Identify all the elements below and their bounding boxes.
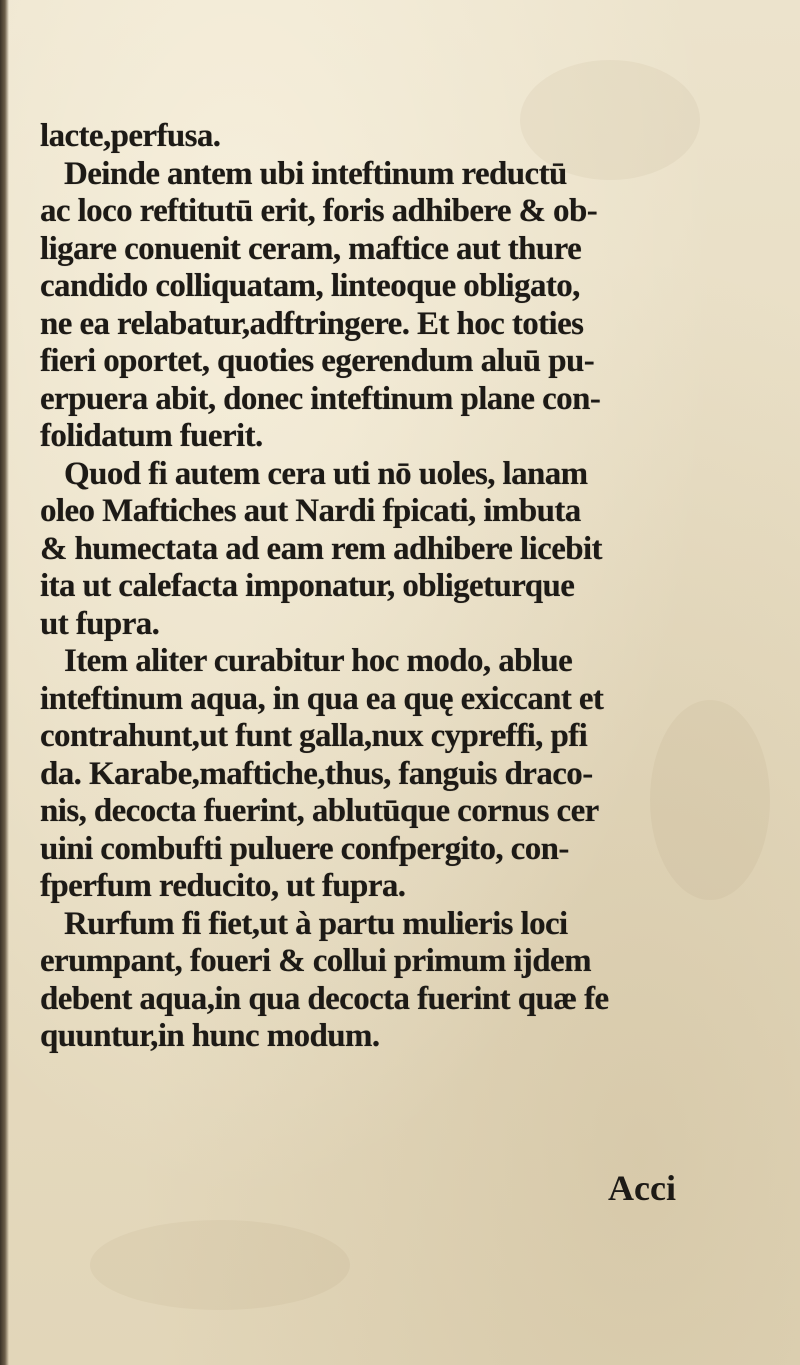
text-line: erpuera abit, donec inteftinum plane con- (40, 380, 601, 417)
text-line: erumpant, foueri & collui primum ijdem (40, 943, 591, 979)
text-line: debent aqua,in qua decocta fuerint quæ fe (40, 980, 609, 1017)
text-line: ita ut calefacta imponatur, obligeturque (40, 568, 575, 604)
text-line: Deinde antem ubi inteftinum reductū (64, 155, 567, 192)
text-line: fperfum reducito, ut fupra. (40, 868, 406, 904)
text-line: da. Karabe,maftiche,thus, fanguis draco- (40, 755, 593, 792)
text-line: ac loco reftitutū erit, foris adhibere & ob- (40, 193, 598, 229)
text-line: oleo Maftiches aut Nardi fpicati, imbuta (40, 493, 581, 529)
text-line: fieri oportet, quoties egerendum aluū pu- (40, 343, 595, 379)
text-line: nis, decocta fuerint, ablutūque cornus cer (40, 793, 599, 829)
paper-stain (90, 1220, 350, 1310)
text-line: lacte,perfusa. (40, 118, 221, 154)
text-line: inteftinum aqua, in qua ea quę exiccant et (40, 680, 604, 717)
text-line: candido colliquatam, linteoque obligato, (40, 268, 580, 304)
text-line: Quod fi autem cera uti nō uoles, lanam (64, 455, 588, 492)
text-line: ligare conuenit ceram, maftice aut thure (40, 230, 582, 267)
text-line: folidatum fuerit. (40, 418, 263, 454)
text-line: ne ea relabatur,adftringere. Et hoc toties (40, 305, 584, 342)
text-line: Item aliter curabitur hoc modo, ablue (64, 643, 573, 679)
text-line: & humectata ad eam rem adhibere licebit (40, 530, 602, 567)
text-line: uini combufti puluere confpergito, con- (40, 830, 569, 867)
text-line: Rurfum fi fiet,ut à partu mulieris loci (64, 905, 568, 942)
page-gutter-shadow (0, 0, 9, 1365)
text-line: contrahunt,ut funt galla,nux cypreffi, pfi (40, 718, 588, 754)
text-line: ut fupra. (40, 605, 160, 642)
text-line: quuntur,in hunc modum. (40, 1018, 380, 1054)
catchword: Acci (608, 1168, 676, 1208)
body-text (40, 118, 680, 1056)
